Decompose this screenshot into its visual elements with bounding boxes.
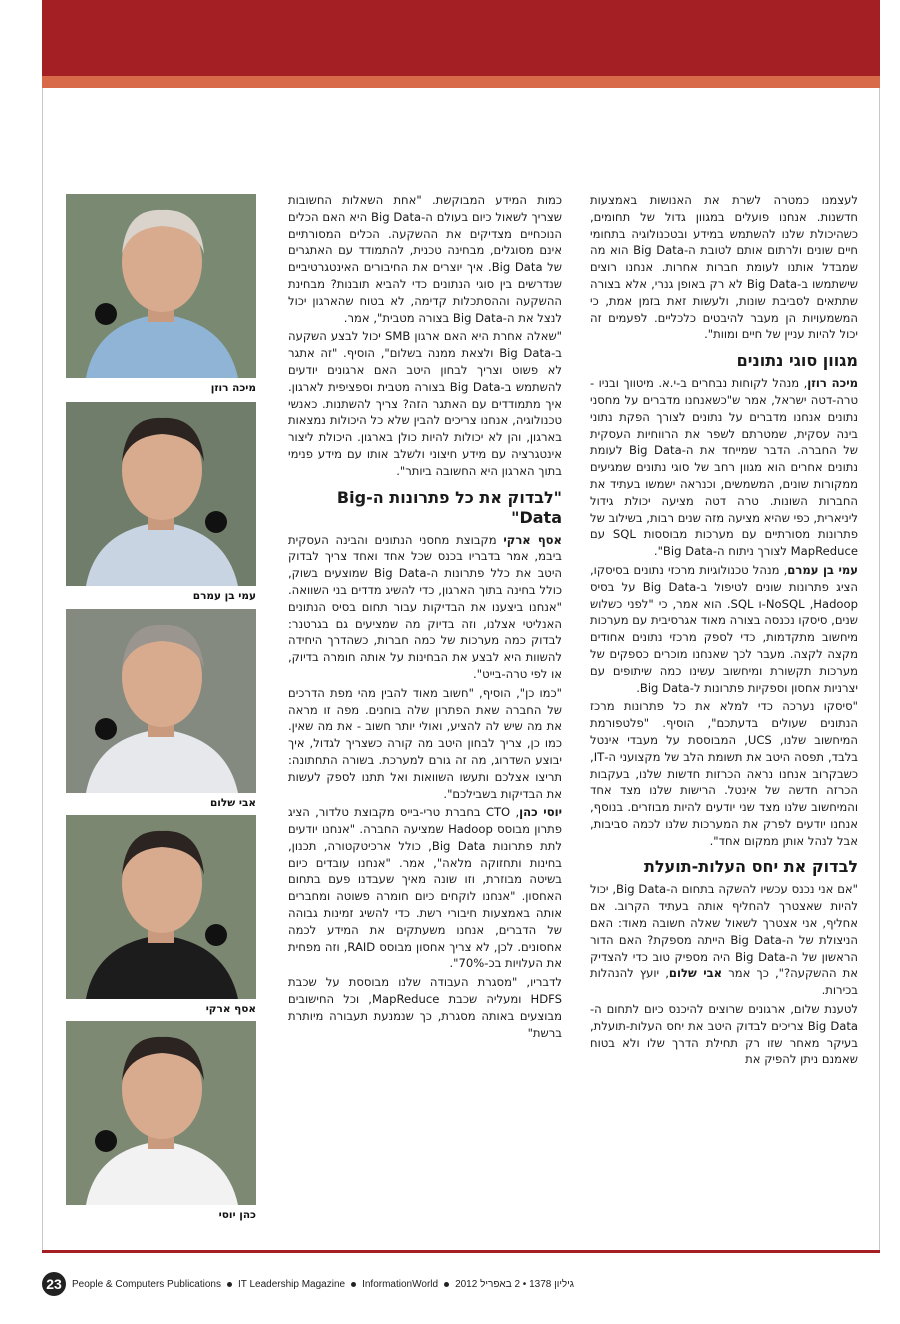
paragraph: לטענת שלום, ארגונים שרוצים להיכנס כיום לתחום ה-Big Data צריכים לבדוק היטב את יחס העלות-תועלת, בעיקר מאחר שזו רק תחילת הדרך שלו ולא בטוח שאמנם ניתן להפיק את	[590, 1002, 859, 1067]
issue-info: גיליון 1378 • 2 באפריל 2012	[455, 1278, 575, 1290]
speaker-photo	[66, 402, 256, 586]
speaker-name: יוסי כהן	[519, 805, 562, 820]
photo-caption: עמי בן עמרם	[192, 590, 256, 602]
portrait-image	[66, 194, 256, 378]
speaker-name: אסף ארקי	[503, 532, 562, 547]
section-heading: "לבדוק את כל פתרונות ה-Big Data"	[336, 487, 562, 527]
header-band	[42, 0, 880, 76]
bullet-separator	[227, 1282, 232, 1287]
speaker-photo	[66, 194, 256, 378]
paragraph	[288, 804, 562, 972]
paragraph-text: , מנהל טכנולוגיות מרכזי נתונים בסיסקו, הציג פתרונות שונים לטיפול ב-Big Data על בסיס NoSQL ,Hadoop-ו SQL. הוא אמר, כי "לפני כשלוש שנים, סיסקו נכנסה בצורה מאוד אגרסיבית עם מערכות מיחשוב מתקדמות, כדי לספק מרכזי נתונים אחודים מקצה לקצה. מעבר לכך שאנחנו מוכרים כספקים של מערכות תקשורת ומיחשוב עשינו כמה שיתופים עם יצרניות אחסון וספקיות פתרונות ל-Big Data.	[590, 562, 858, 695]
portrait-image	[66, 1021, 256, 1205]
article-column-middle	[288, 192, 562, 1043]
speaker-photo	[66, 1021, 256, 1205]
photo-caption: אבי שלום	[209, 797, 256, 809]
microphone-icon	[95, 718, 117, 740]
frame-border-right	[879, 88, 880, 1251]
paragraph-text: "אם אני נכנס עכשיו להשקה בתחום ה-Big Data, יכול להיות שאצטרך להחליף אותה בעתיד הקרוב. אם אחליף, אני אצטרך לשאול שאלה חשובה מאוד: האם הניצולת של ה-Big Data הייתה מספקת? האם הדור הראשון של ה-Big Data היה מספיק טוב כדי להצדיק את ההשקעה?", כך אמר	[590, 882, 859, 981]
speaker-name: אבי שלום	[668, 966, 723, 981]
paragraph	[590, 375, 858, 560]
speaker-photo	[66, 609, 256, 793]
photo-caption: מיכה רוזן	[210, 382, 256, 394]
paragraph: "סיסקו נערכה כדי למלא את כל פתרונות מרכז הנתונים שעולים בדעתכם", הוסיף. "פלטפורמת המיחשוב שלנו, UCS, המבוססת על מעבדי אינטל בלבד, תפסה היטב את תשומת הלב של מקצועני ה-IT, כשבקרוב אנחנו נראה הכרזות חדשות שלנו, בעקבות הכרזה חדשה של אינטל. הרישות שלנו מצד אחד והמיחשוב שלנו מצד שני יודעים להיות מבוזרים. בנוסף, אנחנו יודעים לפרק את המערכות שלנו לכמה סביבות, אבל לנהל אותן ממקום אחד".	[590, 699, 858, 848]
microphone-icon	[95, 303, 117, 325]
paragraph: "כמו כן", הוסיף, "חשוב מאוד להבין מהי מפת הדרכים של החברה שאת הפתרון שלה בוחנים. מפה זו מראה את מה שיש לה להציע, ואולי יותר חשוב - את מה שאין. כמו כן, צריך לבחון היטב מה קורה כשצריך לגדול, איך יבוצע השדרוג, מה זה גורם למערכת. בשורה התחתונה: תריצו אצלכם ותעשו השוואות ואל תתנו לספק לעשות את הבדיקות בשבילכם".	[288, 685, 562, 801]
speaker-name: מיכה רוזן	[807, 376, 858, 391]
portrait-image	[66, 609, 256, 793]
speaker-photo	[66, 815, 256, 999]
publisher-name: People & Computers Publications	[72, 1278, 221, 1290]
paragraph: כמות המידע המבוקשת. "אחת השאלות החשובות שצריך לשאול כיום בעולם ה-Big Data היא האם הכלים הנוכחיים מצדיקים את ההשקעה. הכלים המסורתיים אינם מסוגלים, מבחינה טכנית, להתמודד עם האתגרים של Big Data. איך יוצרים את החיבורים האינטגרטיביים שנדרשים בין סוגי הנתונים כדי להביא תובנות? מבחינת ההשקעה וההסתכלות קדימה, לא בטוח שהארגון יכול לנצל את ה-Big Data בצורה מטבית", אמר.	[288, 193, 562, 325]
paragraph	[590, 562, 858, 696]
microphone-icon	[95, 1130, 117, 1152]
frame-border-left	[42, 88, 43, 1251]
paragraph	[590, 881, 858, 999]
section-heading: לבדוק את יחס העלות-תועלת	[643, 857, 858, 877]
paragraph-text: מקבוצת מחסני הנתונים והבינה העסקית ביבמ, אמר בדבריו בכנס שכל אחד ואחד צריך לבדוק היטב את כלל פתרונות ה-Big Data שמוצעים בשוק, כולל בחינה בתוך הארגון, כדי להשיג מדדים בני השוואה. "אנחנו ביצענו את הבדיקות עבור תחום בסיס הנתונים האנליטי אצלנו, וזה בדיוק מה שמציעים גם בגרטנר: לבדוק כמה מערכות של כמה חברות, כשהדרך היחידה להשוות היא לבצע את הבחינות על אותה חומרה בדיוק, או לפי טרה-בייט".	[288, 532, 562, 681]
header-stripe	[42, 76, 880, 88]
paragraph	[288, 532, 562, 683]
section-heading: מגוון סוגי נתונים	[736, 351, 858, 371]
paragraph: לדבריו, "מסגרת העבודה שלנו מבוססת על שכבת HDFS ומעליה שכבת MapReduce, וכל החישובים מבוצעים באותה מסגרת, כך שנמנעת תעבורה מיותרת ברשת"	[288, 975, 562, 1040]
portrait-image	[66, 815, 256, 999]
paragraph-text: , CTO בחברת טרי-בייס מקבוצת טלדור, הציג פתרון מבוסס Hadoop שמציעה החברה. "אנחנו יודעים לתת פתרונות Big Data, כולל ארכיטקטורה, תכנון, בחינות ותחזוקה מלאה", אמר. "אנחנו עובדים כיום בשיטה מבוזרת, וזו שונה מאיך שעבדנו פעם בתחום האחסון. "אנחנו לוקחים כיום חומרה פשוטה ומחברים אותה באמצעות חיבורי רשת. כדי להשיג זמינות גבוהה של הדברים, אנחנו משעתקים את המידע לכמה אחסונים. לכן, לא צריך אחסון מבוסס RAID, וזה מפחית את העלויות בכ-70%".	[288, 805, 562, 971]
microphone-icon	[205, 924, 227, 946]
bullet-separator	[444, 1282, 449, 1287]
photo-caption: כהן יוסי	[218, 1209, 256, 1221]
paragraph: לעצמנו כמטרה לשרת את האנושות באמצעות חדשנות. אנחנו פועלים במגוון גדול של תחומים, כשהיכולת שלנו להשתמש במידע ובטכנולוגיה בתחומי חיים שונים ולרתום אותם לטובת ה-Big Data הוא מה שמבדל אותנו לעומת חברות אחרות. אנחנו רוצים שישתמשו ב-Big Data לא רק באופן גנרי, אלא בצורה שתתאים לסביבת שונות, ולעשות זאת בזמן אמת, כי המשמעויות הן מעבר להיבטים כלכליים. לפעמים זה יכול להיות עניין של חיים ומוות".	[590, 193, 859, 342]
paragraph: "שאלה אחרת היא האם ארגון SMB יכול לבצע השקעה ב-Big Data ולצאת ממנה בשלום", הוסיף. "זה אתגר לא פשוט וצריך לבחון היטב האם ארגונים יודעים להשתמש ב-Big Data בצורה מטבית וספציפית לארגון. איך מתמודדים עם האתגר הזה? צריך להשתנות. כאנשי טכנולוגיה, אנחנו צריכים להבין שלא כל היכולות נמצאות בארגון, והן לא יכולות להיות כולן בארגון. היכולת ליצור אינטגרציה עם מידע חיצוני ולשלב אותו עם מידע פנימי בתוך הארגון היא החשובה ביותר".	[288, 329, 563, 478]
paragraph-text: , מנהל לקוחות נבחרים ב-י.א. מיטווך ובניו - טרה-דטה ישראל, אמר ש"כשאנחנו מדברים על מחסני נתונים אנחנו מדברים על נתונים לצורך הפקת נתוני בינה עסקית, שמטרתם לשפר את הרווחיות העסקית של החברה. הדבר שמייחד את ה-Big Data לעומת נתונים אחרים הוא מגוון רחב של סוגי נתונים שמגיעים ממקורות שונים, המשמשים, וכנראה ישמשו בעתיד את החברות השונות. טרה דטה מציעה יכולת גידול ליניארית, כפי שהיא מציעה מזה שנים רבות, בשילוב של פתרונות מסורתיים עם מערכות מבוססות SQL עם MapReduce לצורך ניתוח ה-Big Data".	[590, 376, 859, 559]
portrait-image	[66, 402, 256, 586]
bullet-separator	[351, 1282, 356, 1287]
magazine-name: IT Leadership Magazine	[237, 1278, 346, 1290]
publication-name: InformationWorld	[362, 1278, 439, 1290]
frame-border-bottom	[42, 1250, 880, 1253]
paragraph-text: , יועץ להנהלות בכירות.	[590, 966, 858, 998]
photo-caption: אסף ארקי	[205, 1003, 256, 1015]
article-column-right	[590, 192, 858, 1070]
speaker-name: עמי בן עמרם	[787, 562, 859, 577]
microphone-icon	[205, 511, 227, 533]
page-number: 23	[42, 1272, 66, 1296]
page-footer	[42, 1271, 880, 1297]
